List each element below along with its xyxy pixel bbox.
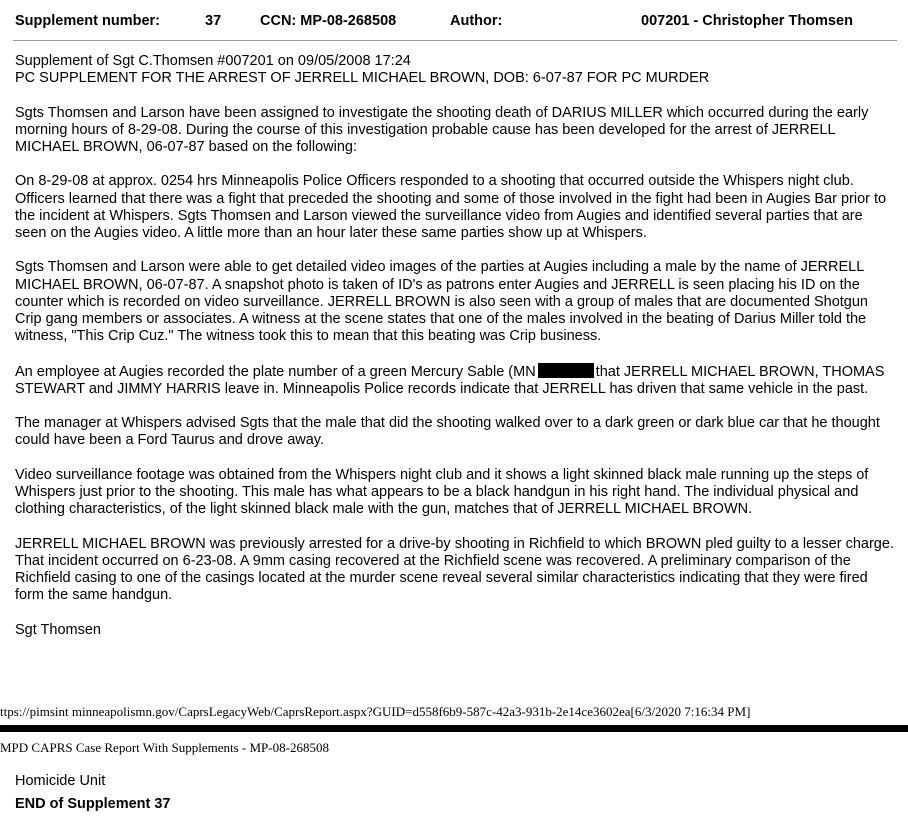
print-url: ttps://pimsint minneapolismn.gov/CaprsLegacyWeb/CaprsReport.aspx?GUID=d558f6b9-587c-42a3-931b-2e14ce3602ea[6/3/2020 7:16:34 PM] (0, 704, 751, 719)
supplement-body (15, 53, 895, 639)
paragraph-incident: On 8-29-08 at approx. 0254 hrs Minneapolis Police Officers responded to a shooting that occurred outside the Whispers night club. Officers learned that there was a fight that preceded the shooting and some of those involved in the fight had been in Augies Bar prior to the incident at Whispers. Sgts Thomsen and Larson viewed the surveillance video from Augies and identified several parties that are seen on the Augies video. A little more than an hour later these same parties show up at Whispers. (15, 173, 887, 241)
report-title: MPD CAPRS Case Report With Supplements - MP-08-268508 (0, 740, 329, 755)
supplement-header (15, 13, 895, 33)
paragraph-plate-number (15, 363, 895, 398)
supplement-byline: Supplement of Sgt C.Thomsen #007201 on 09/05/2008 17:24 (15, 53, 411, 69)
redaction-box (538, 363, 594, 378)
end-of-supplement: END of Supplement 37 (15, 796, 171, 812)
header-divider (13, 40, 897, 41)
paragraph-assignment: Sgts Thomsen and Larson have been assigned to investigate the shooting death of DARIUS MILLER which occurred during the early morning hours of 8-29-08. During the course of this investigation probable cause has been developed for the arrest of JERRELL MICHAEL BROWN, 06-07-87 based on the following: (15, 104, 869, 155)
supplement-number-label: Supplement number: (15, 13, 161, 29)
supplement-number-value: 37 (205, 13, 222, 29)
plate-text-before: An employee at Augies recorded the plate number of a green Mercury Sable (MN (15, 363, 536, 380)
unit-name: Homicide Unit (15, 773, 106, 789)
paragraph-manager: The manager at Whispers advised Sgts that the male that did the shooting walked over to a dark green or dark blue car that he thought could have been a Ford Taurus and drove away. (15, 415, 880, 449)
paragraph-video-images: Sgts Thomsen and Larson were able to get detailed video images of the parties at Augies including a male by the name of JERRELL MICHAEL BROWN, 06-07-87. A snapshot photo is taken of ID's as patrons enter Augies and JERRELL is seen placing his ID on the counter which is recorded on video surveillance. JERRELL BROWN is also seen with a group of males that are documented Shotgun Crip gang members or associates. A witness at the scene states that one of the males involved in the beating of Darius Miller told the witness, "This Crip Cuz." The witness took this to mean that this beating was Crip business. (15, 259, 868, 345)
ccn-value: CCN: MP-08-268508 (260, 13, 397, 29)
paragraph-surveillance: Video surveillance footage was obtained from the Whispers night club and it shows a light skinned black male running up the steps of Whispers just prior to the shooting. This male has what appears to be a black handgun in his right hand. The individual physical and clothing characteristics, of the light skinned black male with the gun, matches that of JERRELL MICHAEL BROWN. (15, 466, 869, 518)
supplement-subject: PC SUPPLEMENT FOR THE ARREST OF JERRELL MICHAEL BROWN, DOB: 6-07-87 FOR PC MURDER (15, 70, 710, 87)
paragraph-prior-arrest: JERRELL MICHAEL BROWN was previously arrested for a drive-by shooting in Richfield to which BROWN pled guilty to a lesser charge. That incident occurred on 6-23-08. A 9mm casing recovered at the Richfield scene was recovered. A preliminary comparison of the Richfield casing to one of the casings located at the murder scene reveal several similar characteristics indicating that they were fired form the same handgun. (15, 535, 894, 604)
author-label: Author: (450, 13, 503, 29)
author-value: 007201 - Christopher Thomsen (641, 13, 853, 29)
page-break-bar (0, 725, 908, 732)
signature: Sgt Thomsen (15, 621, 101, 638)
plate-text-after: that JERRELL MICHAEL BROWN, THOMAS STEWART and JIMMY HARRIS leave in. Minneapolis Police records indicate that JERRELL has driven that same vehicle in the past. (15, 363, 885, 397)
